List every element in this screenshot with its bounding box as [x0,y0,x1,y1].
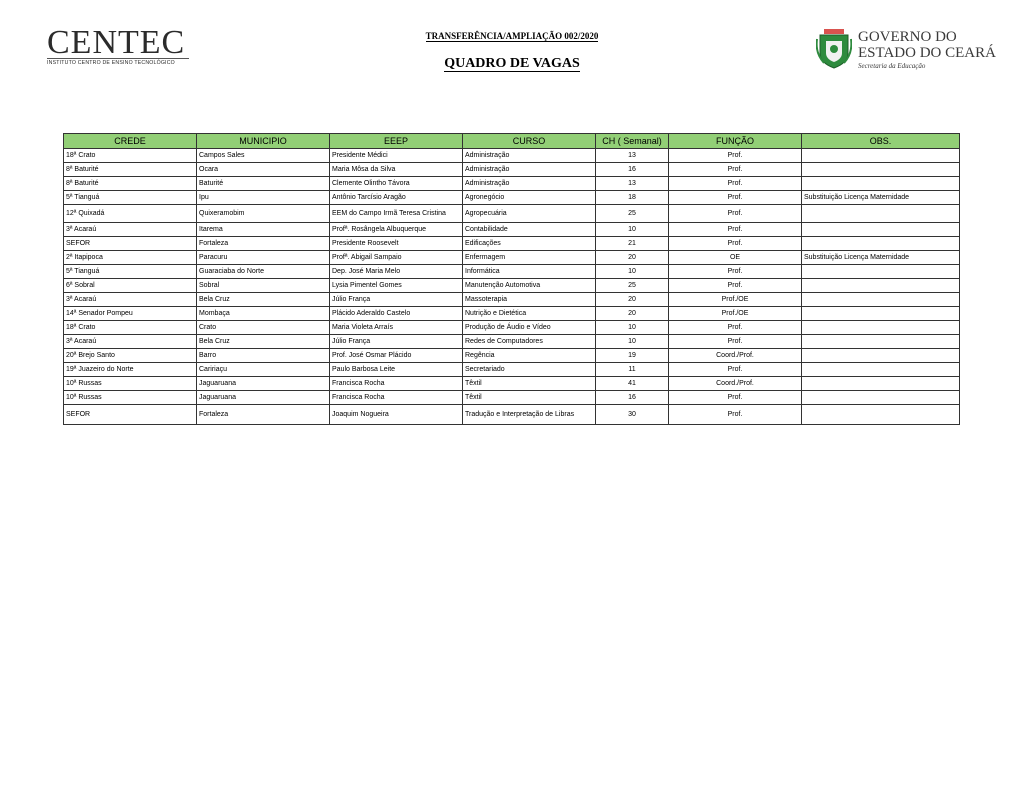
table-cell: 16 [596,163,669,177]
table-cell: Fortaleza [197,405,330,425]
table-cell: Jaguaruana [197,377,330,391]
table-cell: Coord./Prof. [669,377,802,391]
table-cell: Administração [463,177,596,191]
table-cell: Informática [463,265,596,279]
table-cell: Presidente Médici [330,149,463,163]
vacancy-table [63,133,960,425]
table-cell: 19ª Juazeiro do Norte [64,363,197,377]
table-cell: Caririaçu [197,363,330,377]
table-cell: Prof. [669,205,802,223]
table-cell: Profª. Abigail Sampaio [330,251,463,265]
table-cell: Fortaleza [197,237,330,251]
table-cell [802,205,960,223]
column-header-municipio: MUNICIPIO [197,134,330,149]
table-cell [802,391,960,405]
table-cell: Maria Violeta Arraís [330,321,463,335]
table-cell [802,237,960,251]
table-row [64,335,960,349]
table-cell: 10ª Russas [64,391,197,405]
table-cell: 3ª Acaraú [64,335,197,349]
column-header-obs: OBS. [802,134,960,149]
table-cell: Plácido Aderaldo Castelo [330,307,463,321]
table-cell: Edificações [463,237,596,251]
table-cell: Francisca Rocha [330,391,463,405]
government-logo-line1: GOVERNO DO [858,29,957,45]
table-row [64,349,960,363]
table-cell: 12ª Quixadá [64,205,197,223]
table-cell: Itarema [197,223,330,237]
table-row [64,149,960,163]
table-row [64,321,960,335]
table-cell: Ocara [197,163,330,177]
government-logo-line2: ESTADO DO CEARÁ [858,45,996,61]
table-cell: 13 [596,149,669,163]
table-cell: Prof. [669,363,802,377]
table-cell: Agropecuária [463,205,596,223]
table-cell: Prof. [669,223,802,237]
table-cell: Têxtil [463,377,596,391]
table-cell: Prof. [669,321,802,335]
ceara-coat-of-arms-icon [816,29,852,69]
table-cell: Prof. [669,279,802,293]
page-title: QUADRO DE VAGAS [444,56,580,71]
table-cell: 20 [596,293,669,307]
table-cell: Sobral [197,279,330,293]
table-cell: Dep. José Maria Melo [330,265,463,279]
table-cell: EEM do Campo Irmã Teresa Cristina [330,205,463,223]
table-cell: Baturité [197,177,330,191]
table-cell: 25 [596,205,669,223]
table-cell [802,307,960,321]
table-cell: 13 [596,177,669,191]
table-cell: Paulo Barbosa Leite [330,363,463,377]
table-row [64,177,960,191]
table-cell: 5ª Tianguá [64,265,197,279]
table-cell: Ipu [197,191,330,205]
table-cell: SEFOR [64,405,197,425]
table-cell: Júlio França [330,293,463,307]
table-cell: 14ª Senador Pompeu [64,307,197,321]
table-cell [802,265,960,279]
table-cell: Mombaça [197,307,330,321]
table-cell [802,377,960,391]
table-row [64,363,960,377]
table-cell: Quixeramobim [197,205,330,223]
table-cell: Lysia Pimentel Gomes [330,279,463,293]
table-row [64,205,960,223]
table-cell: 3ª Acaraú [64,223,197,237]
table-cell: Jaguaruana [197,391,330,405]
column-header-curso: CURSO [463,134,596,149]
table-cell: 25 [596,279,669,293]
table-cell: Clemente Olintho Távora [330,177,463,191]
centec-logo-name: CENTEC [47,24,186,61]
table-cell: Prof. [669,265,802,279]
table-cell: 18ª Crato [64,149,197,163]
table-cell: 8ª Baturité [64,177,197,191]
table-cell: Francisca Rocha [330,377,463,391]
table-cell: Campos Sales [197,149,330,163]
table-cell [802,349,960,363]
table-row [64,163,960,177]
table-cell [802,279,960,293]
table-cell: Massoterapia [463,293,596,307]
table-cell [802,149,960,163]
table-row [64,279,960,293]
table-cell: SEFOR [64,237,197,251]
table-row [64,251,960,265]
document-reference: TRANSFERÊNCIA/AMPLIAÇÃO 002/2020 [425,31,599,41]
table-cell: Nutrição e Dietética [463,307,596,321]
table-cell [802,405,960,425]
table-cell: Prof. [669,149,802,163]
table-cell: 10 [596,335,669,349]
table-cell: 10 [596,265,669,279]
table-cell: 8ª Baturité [64,163,197,177]
table-cell: Paracuru [197,251,330,265]
table-cell: Prof. [669,163,802,177]
table-row [64,191,960,205]
table-cell: 11 [596,363,669,377]
table-row [64,405,960,425]
table-cell: 18ª Crato [64,321,197,335]
table-row [64,293,960,307]
table-cell [802,363,960,377]
table-cell: Maria Môsa da Silva [330,163,463,177]
table-cell: Administração [463,149,596,163]
table-cell: Prof. [669,177,802,191]
table-cell: 10ª Russas [64,377,197,391]
table-header-row [64,134,960,149]
table-cell: Prof. [669,237,802,251]
table-cell: Crato [197,321,330,335]
table-cell: Guaraciaba do Norte [197,265,330,279]
table-cell: Secretariado [463,363,596,377]
table-cell: Contabilidade [463,223,596,237]
table-body [64,149,960,425]
column-header-ch-semanal: CH ( Semanal) [596,134,669,149]
table-cell: Bela Cruz [197,293,330,307]
table-cell: Substituição Licença Maternidade [802,191,960,205]
table-cell: 41 [596,377,669,391]
table-cell: Prof. [669,391,802,405]
table-cell: 3ª Acaraú [64,293,197,307]
table-cell: Joaquim Nogueira [330,405,463,425]
table-cell: Prof./OE [669,307,802,321]
table-cell: Prof. [669,191,802,205]
table-cell: Presidente Roosevelt [330,237,463,251]
table-cell [802,293,960,307]
table-cell: Prof./OE [669,293,802,307]
table-cell: 20ª Brejo Santo [64,349,197,363]
table-cell: Administração [463,163,596,177]
table-cell: 19 [596,349,669,363]
table-cell: 6ª Sobral [64,279,197,293]
table-cell: Substituição Licença Maternidade [802,251,960,265]
column-header-funcao: FUNÇÃO [669,134,802,149]
table-cell: 20 [596,251,669,265]
column-header-crede: CREDE [64,134,197,149]
table-cell: Regência [463,349,596,363]
table-cell: Prof. [669,405,802,425]
table-cell: 10 [596,321,669,335]
table-cell [802,163,960,177]
table-cell: 18 [596,191,669,205]
table-row [64,265,960,279]
table-cell: Júlio França [330,335,463,349]
table-cell [802,335,960,349]
table-cell: 10 [596,223,669,237]
table-cell: 16 [596,391,669,405]
table-cell: 21 [596,237,669,251]
table-cell: Agronegócio [463,191,596,205]
government-logo [816,29,996,71]
table-row [64,223,960,237]
table-cell: Têxtil [463,391,596,405]
government-logo-line3: Secretaria da Educação [858,62,926,70]
table-cell: 30 [596,405,669,425]
table-cell: Tradução e Interpretação de Libras [463,405,596,425]
table-cell [802,321,960,335]
table-cell: Produção de Áudio e Vídeo [463,321,596,335]
column-header-eeep: EEEP [330,134,463,149]
table-row [64,391,960,405]
table-cell: 2ª Itapipoca [64,251,197,265]
table-cell: Coord./Prof. [669,349,802,363]
table-cell: 20 [596,307,669,321]
table-cell: Antônio Tarcísio Aragão [330,191,463,205]
table-cell: 5ª Tianguá [64,191,197,205]
table-cell: Bela Cruz [197,335,330,349]
centec-logo-subtitle: INSTITUTO CENTRO DE ENSINO TECNOLÓGICO [47,58,189,66]
table-cell [802,223,960,237]
table-cell: Redes de Computadores [463,335,596,349]
table-cell: Enfermagem [463,251,596,265]
table-cell: Prof. José Osmar Plácido [330,349,463,363]
table-row [64,237,960,251]
table-cell: Profª. Rosângela Albuquerque [330,223,463,237]
table-cell: Prof. [669,335,802,349]
table-row [64,377,960,391]
table-row [64,307,960,321]
table-cell: Barro [197,349,330,363]
table-cell [802,177,960,191]
table-cell: Manutenção Automotiva [463,279,596,293]
table-cell: OE [669,251,802,265]
